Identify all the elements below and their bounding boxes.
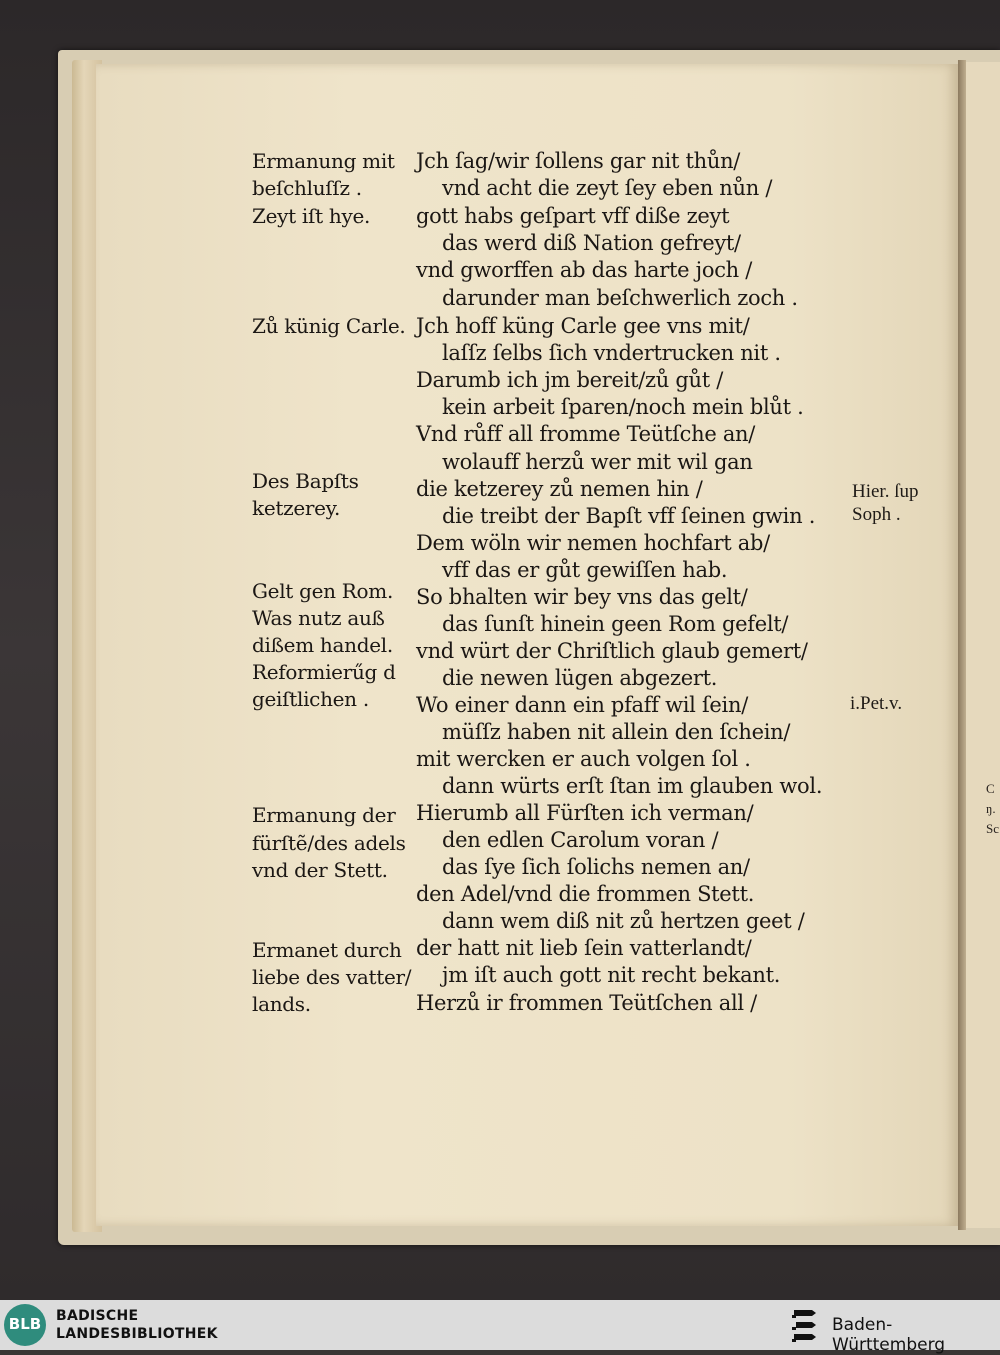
verse-line: müſſz haben nit allein den ſchein/ [442, 720, 791, 744]
margin-gloss: liebe des vatter/ [252, 965, 412, 989]
book-gutter [958, 60, 966, 1230]
margin-gloss: Reformierűg d [252, 660, 396, 684]
facing-page-edge [966, 62, 1000, 1228]
verse-line: die ketzerey zů nemen hin / [416, 477, 703, 501]
margin-gloss: ketzerey. [252, 496, 341, 520]
verse-line: Dem wöln wir nemen hochfart ab/ [416, 531, 770, 555]
margin-gloss: Ermanung mit [252, 149, 395, 173]
verse-line: wolauff herzů wer mit wil gan [442, 450, 753, 474]
margin-gloss: fürſtẽ/des adels [252, 831, 406, 855]
margin-gloss: Ermanet durch [252, 938, 402, 962]
verse-line: kein arbeit ſparen/noch mein blůt . [442, 395, 804, 419]
margin-gloss: Zů künig Carle. [252, 314, 406, 338]
verse-line: den Adel/vnd die frommen Stett. [416, 882, 755, 906]
blb-logo-icon[interactable] [4, 1304, 46, 1346]
verse-line: den edlen Carolum voran / [442, 828, 719, 852]
margin-gloss: Was nutz auß [252, 606, 385, 630]
facing-page-fragment: C [986, 781, 995, 796]
verse-line: Herzů ir frommen Teütſchen all / [416, 991, 757, 1015]
institution-name-line2: LANDESBIBLIOTHEK [56, 1326, 218, 1342]
verse-line: der hatt nit lieb ſein vatterlandt/ [416, 936, 752, 960]
margin-gloss: geiſtlichen . [252, 687, 369, 711]
margin-gloss: dißem handel. [252, 633, 393, 657]
verse-line: die treibt der Bapſt vff ſeinen gwin . [442, 504, 816, 528]
verse-line: dann würts erſt ſtan im glauben wol. [442, 774, 823, 798]
verse-line: Wo einer dann ein pfaff wil ſein/ [416, 693, 748, 717]
margin-gloss: lands. [252, 992, 311, 1016]
state-name: Baden-Württemberg [832, 1315, 946, 1355]
verse-line: Darumb ich jm bereit/zů gůt / [416, 368, 724, 392]
viewer-footer [0, 1300, 1000, 1355]
facing-page-fragment: Sc [986, 821, 999, 836]
verse-line: So bhalten wir bey vns das gelt/ [416, 585, 748, 609]
verse-line: mit wercken er auch volgen ſol . [416, 747, 751, 771]
margin-reference: Hier. ſup [852, 481, 919, 502]
verse-line: Jch hoff küng Carle gee vns mit/ [416, 314, 750, 338]
verse-line: die newen lügen abgezert. [442, 666, 718, 690]
verse-line: das ſunſt hinein geen Rom gefelt/ [442, 612, 789, 636]
verse-line: Hierumb all Fürſten ich verman/ [416, 801, 754, 825]
margin-reference: Soph . [852, 504, 901, 525]
verse-line: jm iſt auch gott nit recht bekant. [442, 963, 781, 987]
verse-line: dann wem diß nit zů hertzen geet / [442, 909, 805, 933]
margin-gloss: Des Bapſts [252, 469, 359, 493]
margin-gloss: vnd der Stett. [252, 858, 388, 882]
verse-line: gott habs geſpart vff diße zeyt [416, 204, 730, 228]
verse-line: darunder man beſchwerlich zoch . [442, 286, 798, 310]
verse-line: Vnd růff all fromme Teütſche an/ [416, 422, 756, 446]
facing-page-fragment: ŋ. [986, 801, 996, 816]
baden-wuerttemberg-lions-icon [790, 1306, 822, 1344]
margin-gloss: Ermanung der [252, 803, 396, 827]
verse-line: laſſz ſelbs ſich vndertrucken nit . [442, 341, 781, 365]
margin-gloss: Gelt gen Rom. [252, 579, 394, 603]
institution-name-line1: BADISCHE [56, 1308, 139, 1324]
margin-reference: i.Pet.v. [850, 693, 903, 714]
verse-line: das werd diß Nation gefreyt/ [442, 231, 741, 255]
verse-line: das ſye ſich ſolichs nemen an/ [442, 855, 750, 879]
verse-line: vnd würt der Chriſtlich glaub gemert/ [416, 639, 808, 663]
verse-line: vnd acht die zeyt ſey eben nůn / [442, 176, 773, 200]
verse-line: vnd gworffen ab das harte joch / [416, 258, 753, 282]
verse-line: vff das er gůt gewiſſen hab. [442, 558, 728, 582]
margin-gloss: beſchluſſz . [252, 176, 362, 200]
margin-gloss: Zeyt iſt hye. [252, 204, 371, 228]
verse-line: Jch ſag/wir ſollens gar nit thůn/ [416, 149, 741, 173]
blb-logo-text: BLB [8, 1315, 42, 1333]
